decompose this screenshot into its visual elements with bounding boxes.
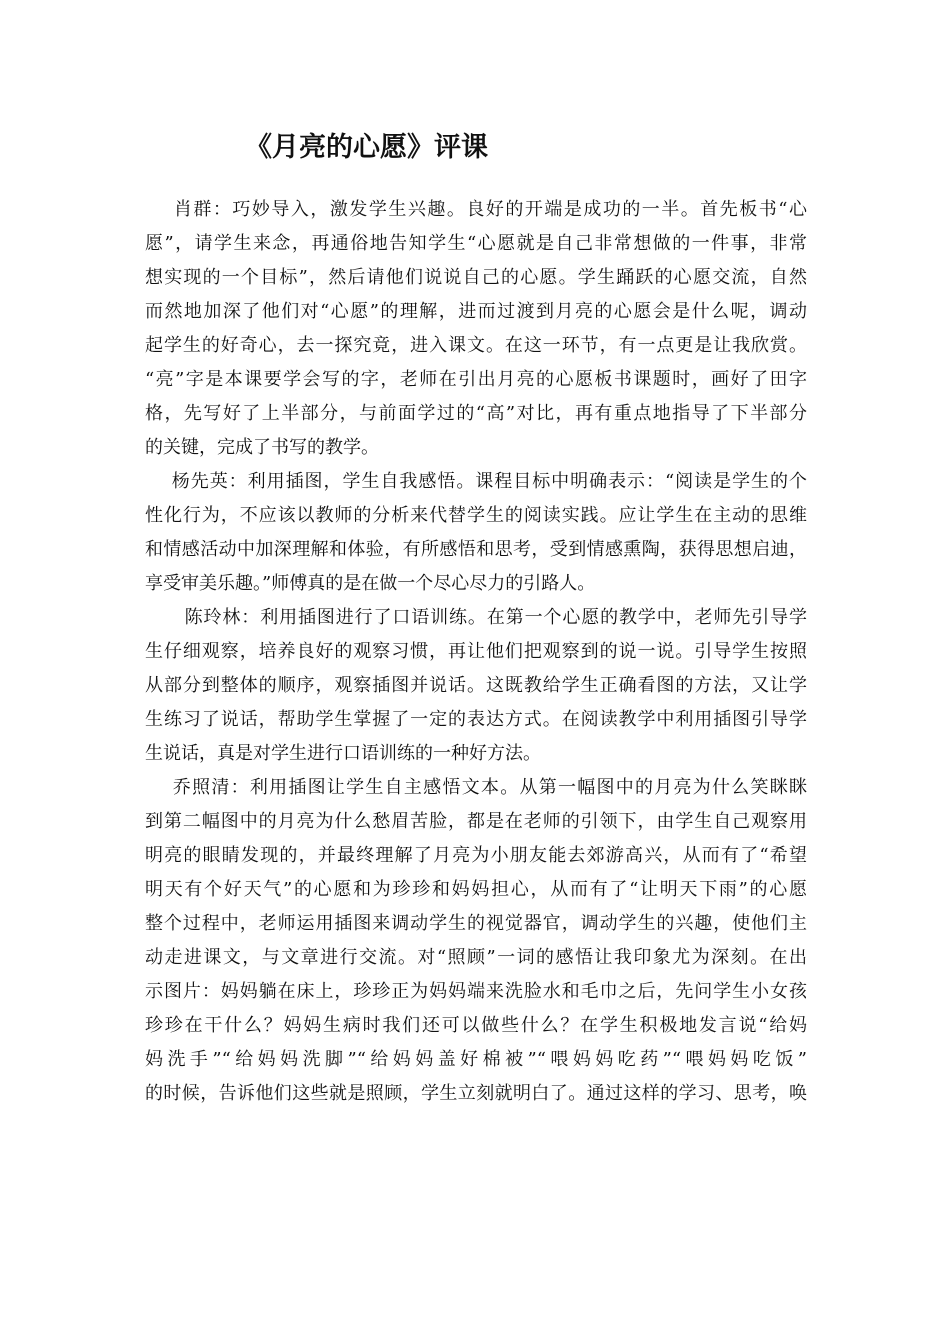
- paragraph-line: 珍珍在干什么？妈妈生病时我们还可以做些什么？在学生积极地发言说“给妈: [145, 1015, 807, 1036]
- paragraph-line: 肖群：巧妙导入，激发学生兴趣。良好的开端是成功的一半。首先板书“心: [145, 199, 807, 220]
- paragraph-line: 明亮的眼睛发现的，并最终理解了月亮为小朋友能去郊游高兴，从而有了“希望: [145, 845, 807, 866]
- paragraph-line: 妈洗手”“给妈妈洗脚”“给妈妈盖好棉被”“喂妈妈吃药”“喂妈妈吃饭”: [145, 1049, 807, 1070]
- paragraph-line: 到第二幅图中的月亮为什么愁眉苦脸，都是在老师的引领下，由学生自己观察用: [145, 811, 807, 832]
- paragraph-line: 起学生的好奇心，去一探究竟，进入课文。在这一环节，有一点更是让我欣赏。: [145, 335, 807, 356]
- paragraph-line: 而然地加深了他们对“心愿”的理解，进而过渡到月亮的心愿会是什么呢，调动: [145, 301, 807, 322]
- paragraph-line: 生练习了说话，帮助学生掌握了一定的表达方式。在阅读教学中利用插图引导学: [145, 709, 807, 730]
- paragraph-line: 的关键，完成了书写的教学。: [145, 437, 379, 458]
- paragraph-line: 愿”，请学生来念，再通俗地告知学生“心愿就是自己非常想做的一件事，非常: [145, 233, 807, 254]
- paragraph-line: 杨先英：利用插图，学生自我感悟。课程目标中明确表示：“阅读是学生的个: [145, 471, 807, 492]
- paragraph-line: 动走进课文，与文章进行交流。对“照顾”一词的感悟让我印象尤为深刻。在出: [145, 947, 807, 968]
- paragraph-line: 示图片：妈妈躺在床上，珍珍正为妈妈端来洗脸水和毛巾之后，先问学生小女孩: [145, 981, 807, 1002]
- paragraph-line: 格，先写好了上半部分，与前面学过的“高”对比，再有重点地指导了下半部分: [145, 403, 807, 424]
- paragraph-line: 生仔细观察，培养良好的观察习惯，再让他们把观察到的说一说。引导学生按照: [145, 641, 807, 662]
- paragraph-line: 从部分到整体的顺序，观察插图并说话。这既教给学生正确看图的方法，又让学: [145, 675, 807, 696]
- paragraph-line: 想实现的一个目标”，然后请他们说说自己的心愿。学生踊跃的心愿交流，自然: [145, 267, 807, 288]
- paragraph-line: 乔照清：利用插图让学生自主感悟文本。从第一幅图中的月亮为什么笑眯眯: [145, 777, 807, 798]
- paragraph-line: 和情感活动中加深理解和体验，有所感悟和思考，受到情感熏陶，获得思想启迪，: [145, 539, 807, 560]
- paragraph-line: 的时候，告诉他们这些就是照顾，学生立刻就明白了。通过这样的学习、思考，唤: [145, 1083, 807, 1104]
- paragraph-line: 生说话，真是对学生进行口语训练的一种好方法。: [145, 743, 541, 764]
- paragraph-line: 性化行为，不应该以教师的分析来代替学生的阅读实践。应让学生在主动的思维: [145, 505, 807, 526]
- paragraph-line: 享受审美乐趣。”师傅真的是在做一个尽心尽力的引路人。: [145, 573, 596, 594]
- paragraph-line: “亮”字是本课要学会写的字，老师在引出月亮的心愿板书课题时，画好了田字: [145, 369, 807, 390]
- paragraph-line: 整个过程中，老师运用插图来调动学生的视觉器官，调动学生的兴趣，使他们主: [145, 913, 807, 934]
- paragraph-line: 陈玲林：利用插图进行了口语训练。在第一个心愿的教学中，老师先引导学: [145, 607, 807, 628]
- paragraph-line: 明天有个好天气”的心愿和为珍珍和妈妈担心，从而有了“让明天下雨”的心愿: [145, 879, 807, 900]
- document-title: 《月亮的心愿》评课: [245, 132, 488, 163]
